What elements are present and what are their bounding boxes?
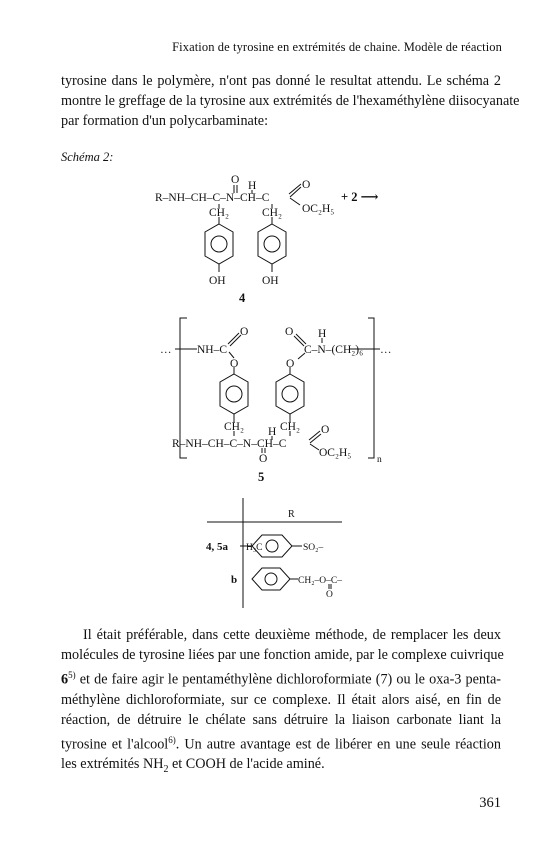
text-line: Il était préférable, dans cette deuxième méthode, de remplacer les deux [83, 627, 501, 643]
reagent-arrow: + 2 ⟶ [341, 190, 379, 204]
ref-6: 6) [168, 734, 176, 745]
text-line: molécules de tyrosine liées par une fonction amide, par le complexe cuivrique [61, 647, 504, 663]
page-number: 361 [479, 795, 501, 811]
tosyl-methyl: H₃C [246, 543, 263, 553]
c4-ethoxy: OC₂H₅ [302, 203, 335, 215]
text-line: réaction, de détruire le chélate sans détruire la liaison carbonate liant la [61, 711, 501, 728]
text-line: tyrosine dans le polymère, n'ont pas donné le resultat attendu. Le schéma 2 [61, 73, 501, 89]
c4-backbone: R–NH–CH–C–N–CH–C [155, 192, 270, 204]
c5-ester-o: O [321, 424, 330, 436]
c4-oh-left: OH [209, 275, 226, 287]
c5-urethane-left: NH–C [197, 344, 228, 356]
c4-ch2-right: CH₂ [262, 207, 282, 219]
c5-ch2-left: CH₂ [224, 421, 244, 433]
c4-ester-o: O [302, 179, 311, 191]
compound-number-4: 4 [239, 291, 246, 305]
c5-backbone: R–NH–CH–C–N–CH–C [172, 438, 287, 450]
benzyloxycarbonyl: CH₂–O–C– [298, 576, 342, 586]
tosyl-so2: SO₂– [303, 543, 324, 553]
table-row-label-b: b [231, 574, 238, 586]
text-fragment: et de faire agir le pentaméthylène dichloroformiate (7) ou le oxa-3 penta- [75, 671, 501, 688]
text-line: méthylène dichloroformiate, sur ce complexe. Il était alors aisé, en fin de [61, 691, 501, 708]
c5-link-o-left: O [230, 358, 239, 370]
c5-amide-h: H [268, 426, 277, 438]
c5-amide-h-right: H [318, 328, 327, 340]
scheme-label: Schéma 2: [61, 150, 114, 164]
text-line: montre le greffage de la tyrosine aux extrémités de l'hexaméthylène diisocyanate [61, 93, 520, 109]
c5-urethane-right: C–N–(CH₂)₆ [304, 344, 364, 356]
c5-carbonyl-o-right: O [285, 326, 294, 338]
compound-ref-6: 6 [61, 671, 69, 688]
c5-right-ellipsis: … [380, 344, 392, 356]
table-row-label-4-5a: 4, 5a [206, 541, 228, 553]
text-fragment: les extrémités NH [61, 756, 164, 773]
c5-ethoxy: OC₂H₅ [319, 447, 352, 459]
c5-carbonyl-o-bottom: O [259, 453, 268, 465]
subscript-2: 2 [163, 764, 169, 776]
c4-ch2-left: CH₂ [209, 207, 229, 219]
ref-5: 5) [68, 670, 76, 680]
paragraph-method [61, 625, 504, 780]
c5-subscript-n: n [377, 455, 382, 465]
table-header-r: R [288, 509, 295, 520]
c4-carbonyl-o: O [231, 174, 240, 186]
c5-carbonyl-o-left: O [240, 326, 249, 338]
text-fragment: et COOH de l'acide aminé. [168, 756, 325, 773]
text-fragment: tyrosine et l'alcool [61, 736, 169, 753]
c5-left-ellipsis: … [160, 344, 172, 356]
text-line [61, 730, 501, 755]
text-line [61, 754, 501, 780]
c5-link-o-right: O [286, 358, 295, 370]
running-header: Fixation de tyrosine en extrémités de chaine. Modèle de réaction [172, 40, 502, 54]
c5-ch2-right: CH₂ [280, 421, 300, 433]
c4-oh-right: OH [262, 275, 279, 287]
text-fragment: . Un autre avantage est de libérer en une seule réaction [175, 736, 501, 753]
c4-amide-h: H [248, 180, 257, 192]
compound-number-5: 5 [258, 470, 265, 484]
text-line [61, 665, 501, 690]
benzyloxycarbonyl-o: O [326, 590, 333, 600]
text-line: par formation d'un polycarbaminate: [61, 113, 269, 129]
